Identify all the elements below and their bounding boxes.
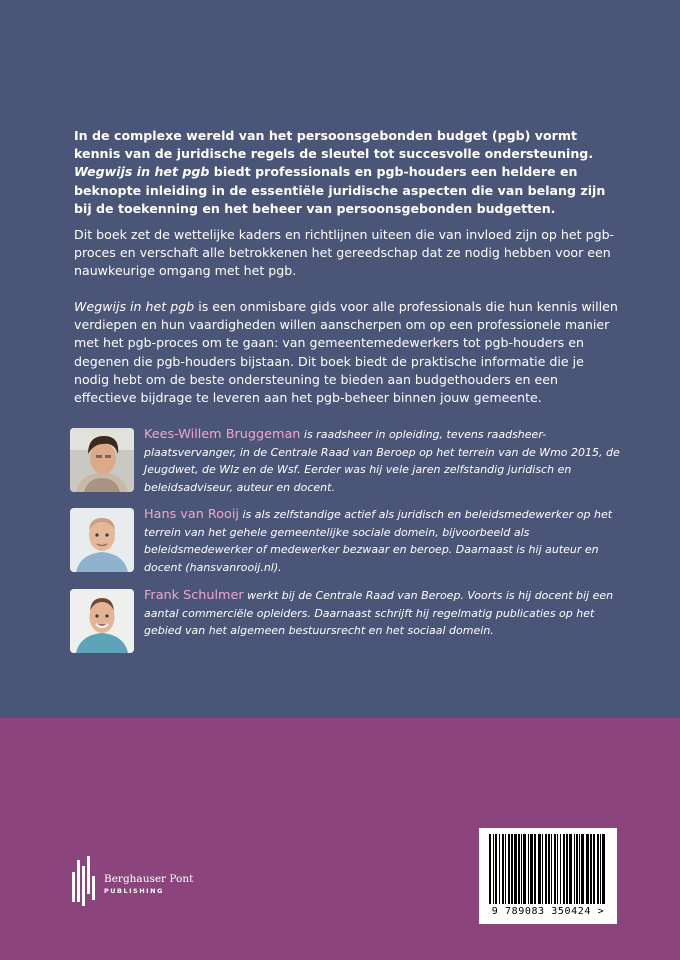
barcode-bar (597, 834, 599, 904)
barcode-bar (548, 834, 550, 904)
barcode-bar (530, 834, 533, 904)
intro-paragraph (74, 127, 622, 218)
publisher-subtitle: PUBLISHING (104, 887, 164, 895)
barcode-bar (528, 834, 529, 904)
barcode-bar (545, 834, 547, 904)
barcode-bar (554, 834, 556, 904)
author-photo-1 (70, 428, 134, 492)
barcode-bar (576, 834, 578, 904)
author-bio-3 (144, 587, 630, 640)
barcode-bar (566, 834, 568, 904)
publisher-logo-icon (72, 856, 98, 906)
barcode-bar (563, 834, 565, 904)
barcode-bar (569, 834, 572, 904)
barcode-bar (493, 834, 494, 904)
barcode (479, 828, 617, 924)
publisher-logo (72, 856, 232, 906)
barcode-bar (505, 834, 506, 904)
barcode-bar (560, 834, 561, 904)
author-bio-text-2: is als zelfstandige actief als juridisch en beleidsmedewerker op het terrein van het gehele gemeentelijke sociale domein, bijvoorbeeld als beleidsmedewerker of medewerker bezwaar en beroep. Daarnaast is hij auteur en docent (hansvanrooij.nl). (144, 508, 613, 574)
publisher-name: Berghauser Pont (104, 873, 194, 885)
barcode-bar (593, 834, 595, 904)
barcode-bar (581, 834, 584, 904)
barcode-bar (534, 834, 536, 904)
intro-text-1: In de complexe wereld van het persoonsgebonden budget (pgb) vormt kennis van de juridische regels de sleutel tot succesvolle ondersteuning. (74, 128, 594, 162)
barcode-bar (489, 834, 491, 904)
author-name-1: Kees-Willem Bruggeman (144, 427, 301, 442)
barcode-bar (521, 834, 522, 904)
barcode-bar (518, 834, 520, 904)
paragraph-3 (74, 298, 622, 407)
barcode-bar (511, 834, 513, 904)
barcode-bar (574, 834, 575, 904)
paragraph-2: Dit boek zet de wettelijke kaders en richtlijnen uiteen die van invloed zijn op het pgb-proces en verschaft alle betrokkenen het gereedschap dat ze nodig hebben voor een nauwkeurige omgang met het pgb. (74, 227, 615, 279)
author-photo-2 (70, 508, 134, 572)
author-name-2: Hans van Rooij (144, 507, 239, 522)
barcode-bar (508, 834, 510, 904)
barcode-bar (586, 834, 589, 904)
author-block-2 (70, 508, 630, 574)
barcode-bar (502, 834, 504, 904)
book-title-italic: Wegwijs in het pgb (74, 164, 210, 180)
intro-text-2: biedt professionals en pgb-houders een heldere en beknopte inleiding in de essentiële juridische aspecten die van belang zijn bij de toekenning en het beheer van persoonsgebonden budgetten. (74, 164, 606, 216)
paragraph-3-text: is een onmisbare gids voor alle professionals die hun kennis willen verdiepen en hun vaardigheden willen aanscherpen om op een professionele manier met het pgb-proces om te gaan: van gemeentemedewerkers tot pgb-houders en degenen die pgb-houders bijstaan. Dit boek biedt de praktische informatie die je nodig hebt om de beste ondersteuning te bieden aan budgethouders en een effectieve bijdrage te leveren aan het pgb-beheer binnen jouw gemeente. (74, 299, 618, 406)
barcode-bar (557, 834, 558, 904)
barcode-bar (542, 834, 543, 904)
barcode-bar (579, 834, 580, 904)
barcode-bar (600, 834, 601, 904)
author-photo-3 (70, 589, 134, 653)
isbn-number: 9 789083 350424 > (491, 906, 605, 917)
barcode-bar (495, 834, 497, 904)
author-bio-text-3: werkt bij de Centrale Raad van Beroep. Voorts is hij docent bij een aantal commerciële opleiders. Daarnaast schrijft hij regelmatig publicaties op het gebied van het algemeen bestuursrecht en het sociaal domein. (144, 589, 614, 637)
barcode-bar (602, 834, 605, 904)
barcode-bars (485, 834, 611, 904)
author-name-3: Frank Schulmer (144, 588, 244, 603)
barcode-bar (514, 834, 517, 904)
author-bio-1 (144, 426, 630, 496)
author-block-3 (70, 589, 630, 655)
barcode-bar (590, 834, 592, 904)
author-bio-text-1: is raadsheer in opleiding, tevens raadsheer-plaatsvervanger, in de Centrale Raad van Beroep op het terrein van de Wmo 2015, de Jeugdwet, de Wlz en de Wsf. Eerder was hij vele jaren zelfstandig juridisch en beleidsadviseur, auteur en docent. (144, 428, 620, 494)
book-title-italic-2: Wegwijs in het pgb (74, 299, 195, 314)
author-bio-2 (144, 506, 630, 576)
barcode-bar (551, 834, 552, 904)
barcode-bar (538, 834, 541, 904)
barcode-bar (523, 834, 526, 904)
author-block-1 (70, 428, 630, 494)
barcode-bar (499, 834, 500, 904)
